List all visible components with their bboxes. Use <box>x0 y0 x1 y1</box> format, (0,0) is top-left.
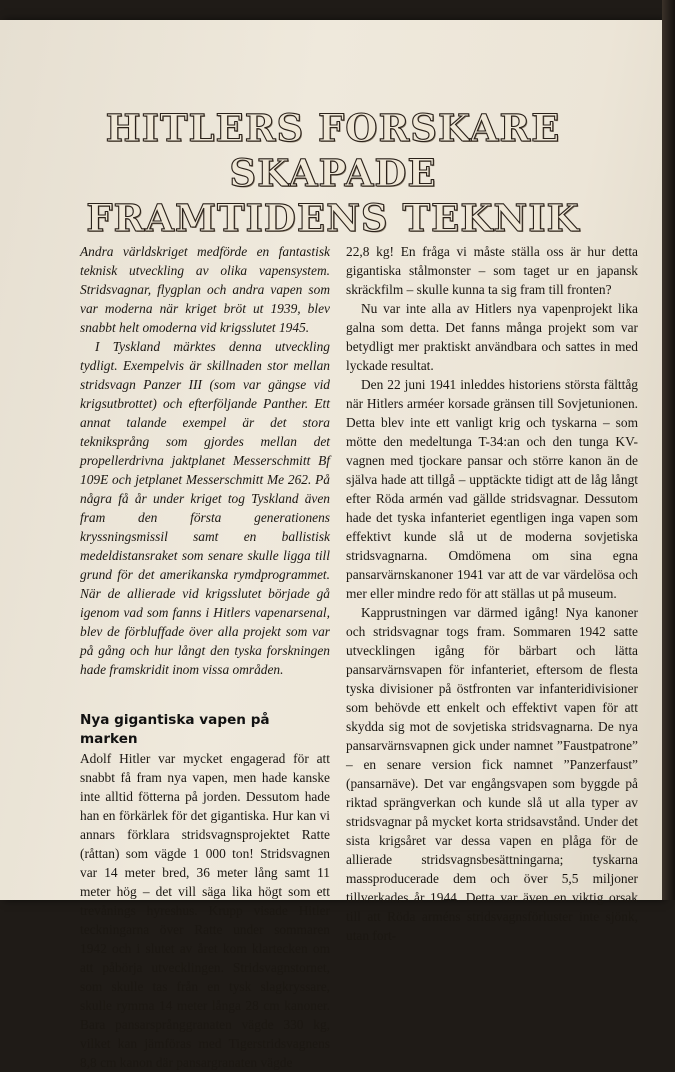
intro-lead <box>80 242 330 679</box>
body-paragraph: 22,8 kg! En fråga vi måste ställa oss är hur detta gigantiska stålmonster – som taget ur en japansk skräckfilm – skulle kunna ta sig fram till fronten? <box>346 244 638 297</box>
body-paragraph: Nu var inte alla av Hitlers nya vapenprojekt lika galna som detta. Det fanns många projekt som var betydligt mer praktiskt användbara och sattes in med lyckade resultat. <box>346 301 638 373</box>
book-page <box>0 20 662 1070</box>
right-column <box>346 242 638 945</box>
body-paragraph: Adolf Hitler var mycket engagerad för att snabbt få fram nya vapen, men hade kanske inte alltid fötterna på jorden. Dessutom hade han en förkärlek för det gigantiska. Hur kan vi annars förklara stridsvagnsprojektet Ratte (råttan) som vägde 1 000 ton! Stridsvagnen var 14 meter bred, 36 meter lång samt 11 meter hög – det vill säga lika högt som ett trevånings hyreshus. Krupp visade Hitler teckningarna över Ratte under sommaren 1942 och i slutet av året kom klartecken om att påbörja utvecklingen. Stridsvagnstornet, som skulle tas från en tysk slagkryssare, skulle rymma 14 meter långa 28 cm kanoner. Bara pansarsprånggranaten vägde 330 kg, vilket kan jämföras med Tigerstridsvagnens 8,8 cm kanon där pansargranaten vägde <box>80 751 330 1070</box>
body-paragraph: Den 22 juni 1941 inleddes historiens största fälttåg när Hitlers arméer korsade gränsen till Sovjetunionen. Detta blev inte ett vanligt krig och tyskarna – som mötte den medeltunga T-34:an och den tunga KV-vagnen med tjockare pansar och större kanon än de själva hade att tillgå – upptäckte tidigt att de låg långt efter Röda armén vad gällde stridsvagnar. Dessutom hade det tyska infanteriet egentligen inga vapen som effektivt kunde slå ut de moderna sovjetiska stridsvagnarna. Omdömena om sina egna pansarvärnskanoner 1941 var att de var värdelösa och mer eller mindre redo för att ställas ut på museum. <box>346 377 638 601</box>
title-line-2: FRAMTIDENS TEKNIK <box>86 196 580 240</box>
left-column <box>80 242 330 1072</box>
intro-paragraph: I Tyskland märktes denna utveckling tydligt. Exempelvis är skillnaden stor mellan stridsvagn Panzer III (som var gängse vid krigsutbrottet) och efterföljande Panther. Ett annat talande exempel är det stora tekniksprång som gjordes mellan det propellerdrivna jaktplanet Messerschmitt Bf 109E och jetplanet Messerschmitt Me 262. På några få år under kriget tog Tyskland även fram den första generationens kryssningsmissil samt en ballistisk medeldistansraket som senare skulle ligga till grund för det amerikanska rymdprogrammet. När de allierade vid krigsslutet började gå igenom vad som fanns i Hitlers vapenarsenal, blev de förbluffade över alla projekt som var på gång och hur långt den tyska forskningen hade framskridit inom vissa områden. <box>80 339 330 677</box>
section-heading: Nya gigantiska vapen på marken <box>80 712 270 747</box>
title-line-1: HITLERS FORSKARE SKAPADE <box>105 106 561 195</box>
intro-paragraph: Andra världskriget medförde en fantastisk teknisk utveckling av olika vapensystem. Stridsvagnar, flygplan och andra vapen som var moderna när kriget bröt ut 1939, blev snabbt helt omoderna vid krigsslutet 1945. <box>80 244 330 335</box>
body-paragraph: Kapprustningen var därmed igång! Nya kanoner och stridsvagnar togs fram. Sommaren 1942 satte utvecklingen igång för bärbart och lätta pansarvärnsvapen för infanteriet, eftersom de flesta tyska divisioner på östfronten var infanteridivisioner som behövde ett enkelt och effektivt vapen för att skydda sig mot de sovjetiska stridsvagnarna. De nya pansarvärnsvapnen gick under namnet ”Faustpatrone” – en senare version fick namnet ”Panzerfaust” (pansarnäve). Det var engångsvapen som byggde på riktad sprängverkan och kunde slå ut alla typer av stridsvagnar på mycket korta stridsavstånd. Under det sista krigsåret var dessa vapen en plåga för de allierade stridsvagnsbesättningarna; tyskarna massproducerade dem och över 5,5 miljoner tillverkades år 1944. Detta var även en viktig orsak till att Röda arméns stridsvagnsförluster inte sjönk, utan fort- <box>346 605 638 943</box>
book-spine-edge <box>662 0 675 900</box>
page-title <box>28 106 638 241</box>
